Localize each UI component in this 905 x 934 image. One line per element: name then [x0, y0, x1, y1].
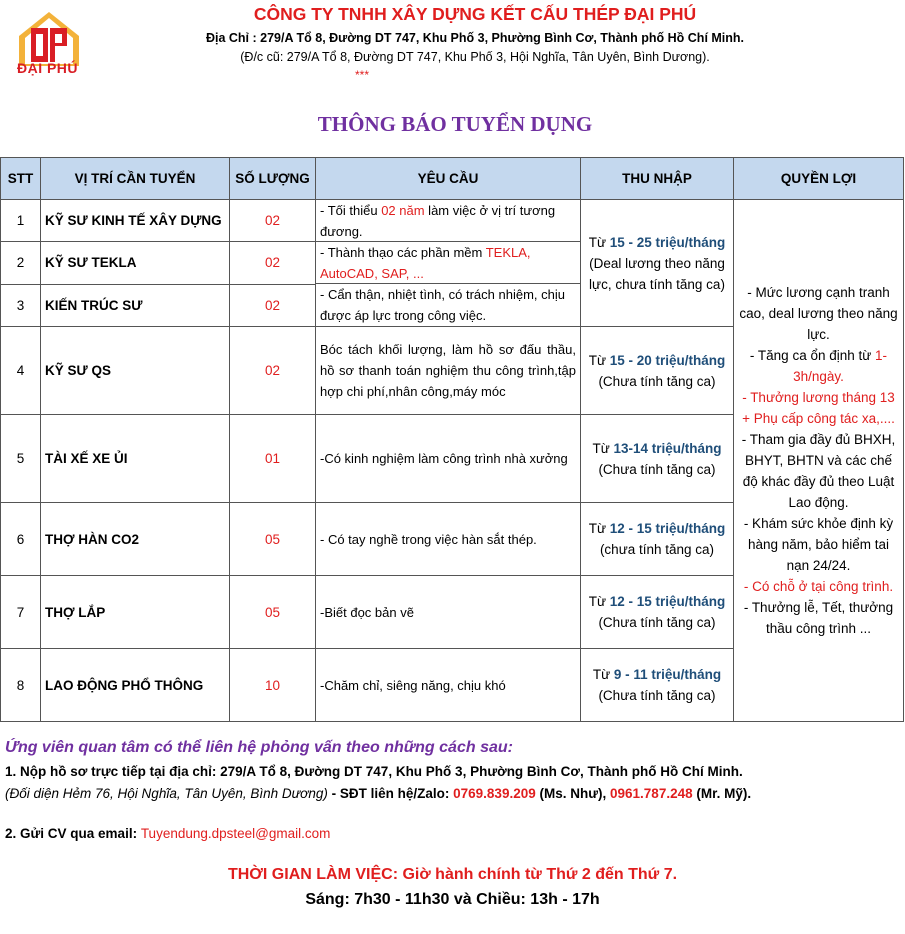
- row-stt: 8: [1, 649, 41, 722]
- divider-stars: ***: [355, 68, 370, 82]
- row-quantity: 05: [230, 503, 316, 576]
- row-stt: 2: [1, 242, 41, 284]
- page-title: THÔNG BÁO TUYỂN DỤNG: [317, 112, 593, 136]
- row-stt: 6: [1, 503, 41, 576]
- row-stt: 4: [1, 327, 41, 415]
- benefit-item: - Mức lương cạnh tranh cao, deal lương theo năng lực.: [739, 285, 898, 342]
- row-stt: 7: [1, 576, 41, 649]
- row-stt: 3: [1, 284, 41, 326]
- row-quantity: 02: [230, 200, 316, 242]
- row-income: Từ 9 - 11 triệu/tháng (Chưa tính tăng ca): [581, 649, 734, 722]
- row-income: Từ 12 - 15 triệu/tháng (chưa tính tăng ca): [581, 503, 734, 576]
- col-header-benefits: QUYỀN LỢI: [734, 158, 904, 200]
- row-quantity: 10: [230, 649, 316, 722]
- company-name: CÔNG TY TNHH XÂY DỰNG KẾT CẤU THÉP ĐẠI PHÚ: [253, 4, 697, 24]
- contact-line-phone: (Đối diện Hẻm 76, Hội Nghĩa, Tân Uyên, Bình Dương) - SĐT liên hệ/Zalo: 0769.839.209 (Ms. Như), 0961.787.248 (Mr. Mỹ).: [5, 786, 752, 801]
- row-position: LAO ĐỘNG PHỔ THÔNG: [41, 649, 230, 722]
- company-old-address: (Đ/c cũ: 279/A Tổ 8, Đường DT 747, Khu Phố 3, Hội Nghĩa, Tân Uyên, Bình Dương).: [240, 50, 710, 64]
- col-header-requirements: YÊU CẦU: [316, 158, 581, 200]
- benefit-item: - Thưởng lễ, Tết, thưởng thầu công trình ...: [743, 600, 894, 636]
- row-requirements: - Có tay nghề trong việc hàn sắt thép.: [316, 503, 581, 576]
- col-header-position: VỊ TRÍ CẦN TUYỂN: [41, 158, 230, 200]
- row-quantity: 01: [230, 415, 316, 503]
- row-requirements: Bóc tách khối lượng, làm hồ sơ đấu thầu, hồ sơ thanh toán nghiệm thu công trình,tập hợp chi phí,nhân công,máy móc: [316, 327, 581, 415]
- working-time-heading: THỜI GIAN LÀM VIỆC: Giờ hành chính từ Thứ 2 đến Thứ 7.: [227, 866, 678, 883]
- table-header-row: [1, 158, 904, 200]
- row-requirements: -Chăm chỉ, siêng năng, chịu khó: [316, 649, 581, 722]
- row-stt: 5: [1, 415, 41, 503]
- row-position: TÀI XẾ XE ỦI: [41, 415, 230, 503]
- row-position: THỢ LẮP: [41, 576, 230, 649]
- row-requirements: -Có kinh nghiệm làm công trình nhà xưởng: [316, 415, 581, 503]
- row-requirements: - Tối thiểu 02 năm làm việc ở vị trí tương đương. - Thành thạo các phần mềm TEKLA, AutoCAD, SAP, ... - Cẩn thận, nhiệt tình, có trách nhiệm, chịu được áp lực trong công việc.: [316, 200, 581, 327]
- company-address: Địa Chỉ : 279/A Tổ 8, Đường DT 747, Khu Phố 3, Phường Bình Cơ, Thành phố Hồ Chí Minh.: [205, 31, 745, 45]
- contact-line-email: 2. Gửi CV qua email: Tuyendung.dpsteel@gmail.com: [5, 826, 331, 841]
- benefit-item: - Tham gia đầy đủ BHXH, BHYT, BHTN và các chế độ khác đầy đủ theo Luật Lao động.: [741, 432, 896, 510]
- row-income: Từ 15 - 20 triệu/tháng (Chưa tính tăng ca): [581, 327, 734, 415]
- table-row: [1, 200, 904, 242]
- recruitment-table: [0, 157, 904, 722]
- benefit-item: - Có chỗ ở tại công trình.: [743, 579, 894, 594]
- row-requirements: -Biết đọc bản vẽ: [316, 576, 581, 649]
- col-header-quantity: SỐ LƯỢNG: [230, 158, 316, 200]
- row-quantity: 02: [230, 242, 316, 284]
- row-quantity: 05: [230, 576, 316, 649]
- row-position: KỸ SƯ TEKLA: [41, 242, 230, 284]
- row-stt: 1: [1, 200, 41, 242]
- row-quantity: 02: [230, 327, 316, 415]
- row-quantity: 02: [230, 284, 316, 326]
- row-position: KỸ SƯ QS: [41, 327, 230, 415]
- contact-line-address: 1. Nộp hồ sơ trực tiếp tại địa chỉ: 279/A Tổ 8, Đường DT 747, Khu Phố 3, Phường Bình Cơ, Thành phố Hồ Chí Minh.: [5, 764, 743, 779]
- email-link[interactable]: Tuyendung.dpsteel@gmail.com: [140, 826, 331, 841]
- phone-link[interactable]: 0961.787.248: [610, 786, 693, 801]
- benefit-item: - Tăng ca ổn định từ 1-3h/ngày.: [749, 348, 888, 384]
- benefit-item: - Thưởng lương tháng 13 + Phụ cấp công tác xa,....: [742, 390, 895, 426]
- logo-text: ĐẠI PHÚ: [16, 60, 79, 76]
- row-position: THỢ HÀN CO2: [41, 503, 230, 576]
- contact-heading: Ứng viên quan tâm có thể liên hệ phỏng vấn theo những cách sau:: [5, 739, 513, 756]
- phone-link[interactable]: 0769.839.209: [453, 786, 536, 801]
- col-header-stt: STT: [1, 158, 41, 200]
- row-income: Từ 15 - 25 triệu/tháng (Deal lương theo năng lực, chưa tính tăng ca): [581, 200, 734, 327]
- working-time-hours: Sáng: 7h30 - 11h30 và Chiều: 13h - 17h: [305, 891, 600, 908]
- row-income: Từ 13-14 triệu/tháng (Chưa tính tăng ca): [581, 415, 734, 503]
- benefit-item: - Khám sức khỏe định kỳ hàng năm, bảo hiểm tai nạn 24/24.: [743, 516, 894, 573]
- row-position: KỸ SƯ KINH TẾ XÂY DỰNG: [41, 200, 230, 242]
- col-header-income: THU NHẬP: [581, 158, 734, 200]
- row-income: Từ 12 - 15 triệu/tháng (Chưa tính tăng ca): [581, 576, 734, 649]
- row-position: KIẾN TRÚC SƯ: [41, 284, 230, 326]
- benefits-cell: [734, 200, 904, 722]
